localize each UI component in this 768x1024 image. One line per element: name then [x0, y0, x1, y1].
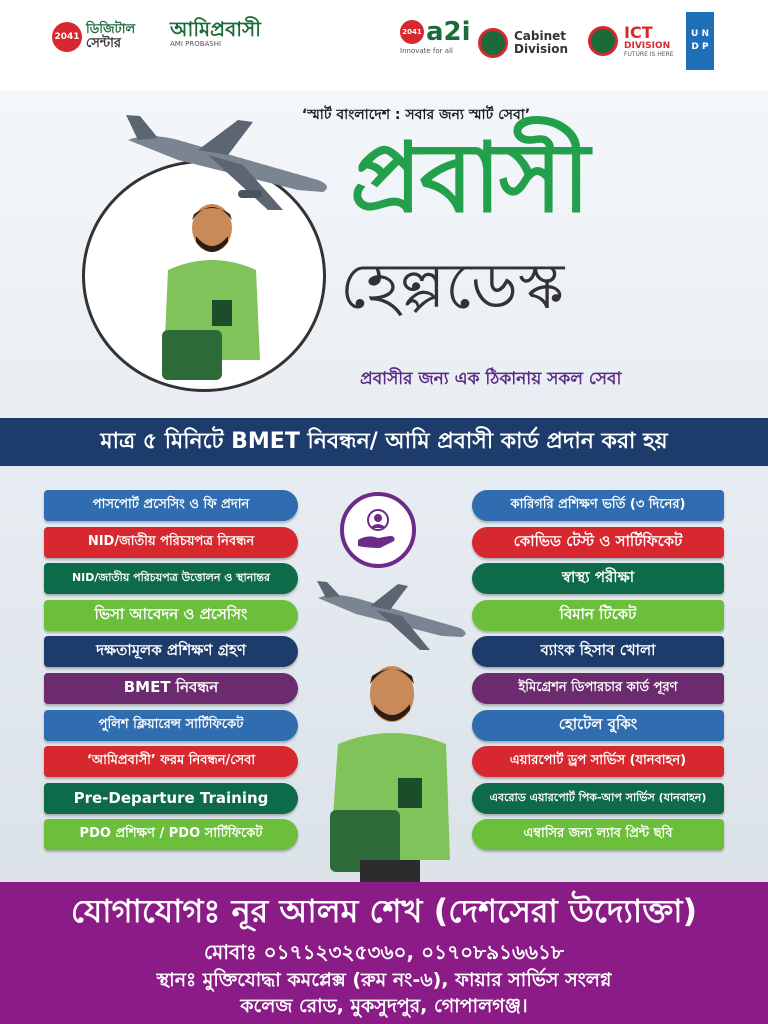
- footer-phone: মোবাঃ ০১৭১২৩২৫৩৬০, ০১৭০৮৯১৬৬১৮: [204, 940, 564, 964]
- digital-center-line1: ডিজিটাল: [86, 21, 136, 37]
- digital-center-line2: সেন্টার: [86, 36, 122, 51]
- ict-sub: FUTURE IS HERE: [624, 51, 674, 59]
- right-service-pill: হোটেল বুকিং: [472, 710, 724, 741]
- tagline: ‘স্মার্ট বাংলাদেশ : সবার জন্য স্মার্ট সেবা’: [301, 107, 531, 123]
- title-line1: প্রবাসী: [350, 122, 588, 234]
- airplane-icon: [312, 578, 472, 658]
- right-service-pill: ব্যাংক হিসাব খোলা: [472, 636, 724, 667]
- hero-subtitle: প্রবাসীর জন্য এক ঠিকানায় সকল সেবা: [360, 369, 622, 389]
- helping-hand-glyph: [354, 506, 402, 554]
- undp-text: U N D P: [691, 29, 709, 52]
- logo-bar: [0, 0, 768, 90]
- banner-text: মাত্র ৫ মিনিটে BMET নিবন্ধন/ আমি প্রবাসী কার্ড প্রদান করা হয়: [100, 428, 668, 454]
- digital-center-badge: 2041: [52, 22, 82, 52]
- left-service-pill: BMET নিবন্ধন: [44, 673, 298, 704]
- left-service-pill: NID/জাতীয় পরিচয়পত্র উত্তোলন ও স্থানান্তর: [44, 563, 298, 594]
- ami-probashi-sub: AMI PROBASHI: [170, 40, 222, 48]
- footer-contact: যোগাযোগঃ নূর আলম শেখ (দেশসেরা উদ্যোক্তা): [70, 892, 698, 930]
- ict-line1: ICT: [624, 23, 653, 42]
- right-service-pill: কোভিড টেস্ট ও সার্টিফিকেট: [472, 527, 724, 558]
- right-service-pill: এবরোড এয়ারপোর্ট পিক-আপ সার্ভিস (যানবাহন): [472, 783, 724, 814]
- left-service-pill: পুলিশ ক্লিয়ারেন্স সার্টিফিকেট: [44, 710, 298, 741]
- left-service-pill: Pre-Departure Training: [44, 783, 298, 814]
- cabinet-division-logo: [478, 28, 568, 58]
- right-service-pill: এম্বাসির জন্য ল্যাব প্রিন্ট ছবি: [472, 819, 724, 850]
- footer-address-line2: কলেজ রোড, মুকসুদপুর, গোপালগঞ্জ।: [240, 995, 528, 1017]
- left-service-pill: ভিসা আবেদন ও প্রসেসিং: [44, 600, 298, 631]
- a2i-sub: Innovate for all: [400, 46, 453, 55]
- left-service-pill: ‘আমিপ্রবাসী’ ফরম নিবন্ধন/সেবা: [44, 746, 298, 777]
- ami-probashi-text: আমিপ্রবাসী: [170, 17, 261, 41]
- right-service-pill: ইমিগ্রেশন ডিপারচার কার্ড পূরণ: [472, 673, 724, 704]
- left-service-pill: পাসপোর্ট প্রসেসিং ও ফি প্রদান: [44, 490, 298, 521]
- ict-line2: DIVISION: [624, 40, 671, 51]
- footer-address-line1: স্থানঃ মুক্তিযোদ্ধা কমপ্লেক্স (রুম নং-৬), ফায়ার সার্ভিস সংলগ্ন: [156, 969, 612, 991]
- ict-division-logo: [588, 24, 674, 58]
- footer: [0, 882, 768, 1024]
- a2i-text: a2i: [426, 17, 471, 47]
- left-service-pill: দক্ষতামূলক প্রশিক্ষণ গ্রহণ: [44, 636, 298, 667]
- right-service-pill: স্বাস্থ্য পরীক্ষা: [472, 563, 724, 594]
- a2i-badge: 2041: [400, 20, 424, 44]
- ict-emblem-icon: [588, 26, 618, 56]
- digital-center-logo: [52, 22, 135, 52]
- bangladesh-emblem-icon: [478, 28, 508, 58]
- title-line2: হেল্পডেস্ক: [340, 250, 565, 324]
- cabinet-line1: Cabinet: [514, 28, 567, 43]
- right-service-pill: বিমান টিকেট: [472, 600, 724, 631]
- person-icon: [150, 200, 274, 390]
- cabinet-line2: Division: [514, 42, 569, 56]
- right-service-pill: এয়ারপোর্ট ড্রপ সার্ভিস (যানবাহন): [472, 746, 724, 777]
- right-service-pill: কারিগরি প্রশিক্ষণ ভর্তি (৩ দিনের): [472, 490, 724, 521]
- undp-logo: [686, 12, 714, 70]
- left-service-pill: PDO প্রশিক্ষণ / PDO সার্টিফিকেট: [44, 819, 298, 850]
- person-icon: [320, 660, 460, 882]
- helping-hand-icon: [340, 492, 416, 568]
- ami-probashi-logo: [170, 18, 261, 48]
- a2i-logo: [400, 18, 471, 55]
- banner: [0, 418, 768, 466]
- left-service-pill: NID/জাতীয় পরিচয়পত্র নিবন্ধন: [44, 527, 298, 558]
